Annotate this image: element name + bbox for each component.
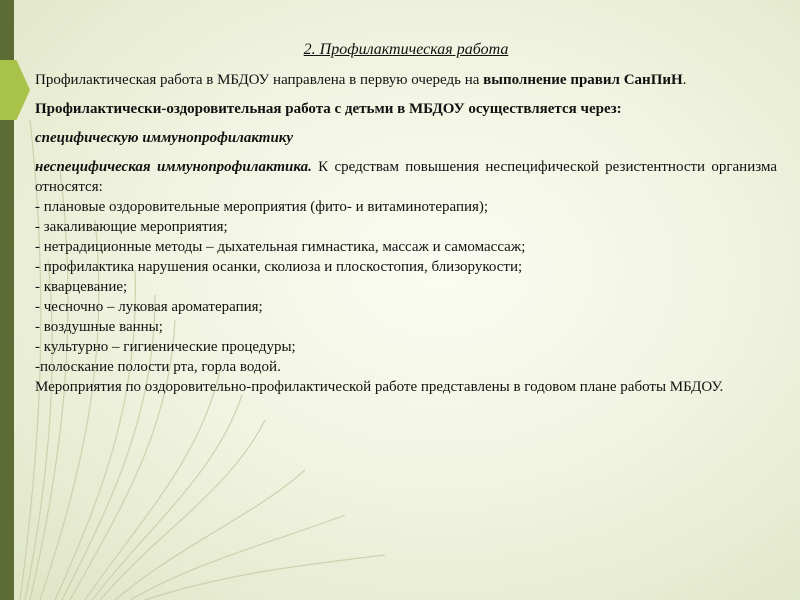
nonspecific-paragraph bbox=[35, 157, 777, 197]
list-item: - профилактика нарушения осанки, сколиоза и плоскостопия, близорукости; bbox=[35, 259, 523, 275]
measures-list bbox=[35, 197, 777, 377]
through-heading: Профилактически-оздоровительная работа с детьми в МБДОУ осуществляется через: bbox=[35, 101, 622, 117]
slide-content bbox=[35, 40, 777, 397]
nonspecific-text: К средствам повышения неспецифической резистентности организма относятся: bbox=[35, 159, 777, 195]
list-item: - кварцевание; bbox=[35, 279, 128, 295]
intro-end: . bbox=[682, 72, 687, 88]
list-item: - плановые оздоровительные мероприятия (фито- и витаминотерапия); bbox=[35, 199, 489, 215]
list-item: - культурно – гигиенические процедуры; bbox=[35, 339, 296, 355]
list-item: - чесночно – луковая ароматерапия; bbox=[35, 299, 263, 315]
intro-paragraph bbox=[35, 70, 777, 90]
specific-immunoprophylaxis: специфическую иммунопрофилактику bbox=[35, 130, 294, 146]
list-item: - воздушные ванны; bbox=[35, 319, 163, 335]
closing-paragraph: Мероприятия по оздоровительно-профилактической работе представлены в годовом плане работы МБДОУ. bbox=[35, 379, 724, 395]
intro-bold-text: выполнение правил СанПиН bbox=[483, 72, 683, 88]
page-title: 2. Профилактическая работа bbox=[303, 41, 509, 58]
list-item: - закаливающие мероприятия; bbox=[35, 219, 228, 235]
list-item: - нетрадиционные методы – дыхательная гимнастика, массаж и самомассаж; bbox=[35, 239, 526, 255]
list-item: -полоскание полости рта, горла водой. bbox=[35, 359, 281, 375]
arrow-icon bbox=[0, 60, 30, 120]
intro-text: Профилактическая работа в МБДОУ направлена в первую очередь на bbox=[35, 72, 484, 88]
nonspecific-label: неспецифическая иммунопрофилактика. bbox=[35, 159, 312, 175]
